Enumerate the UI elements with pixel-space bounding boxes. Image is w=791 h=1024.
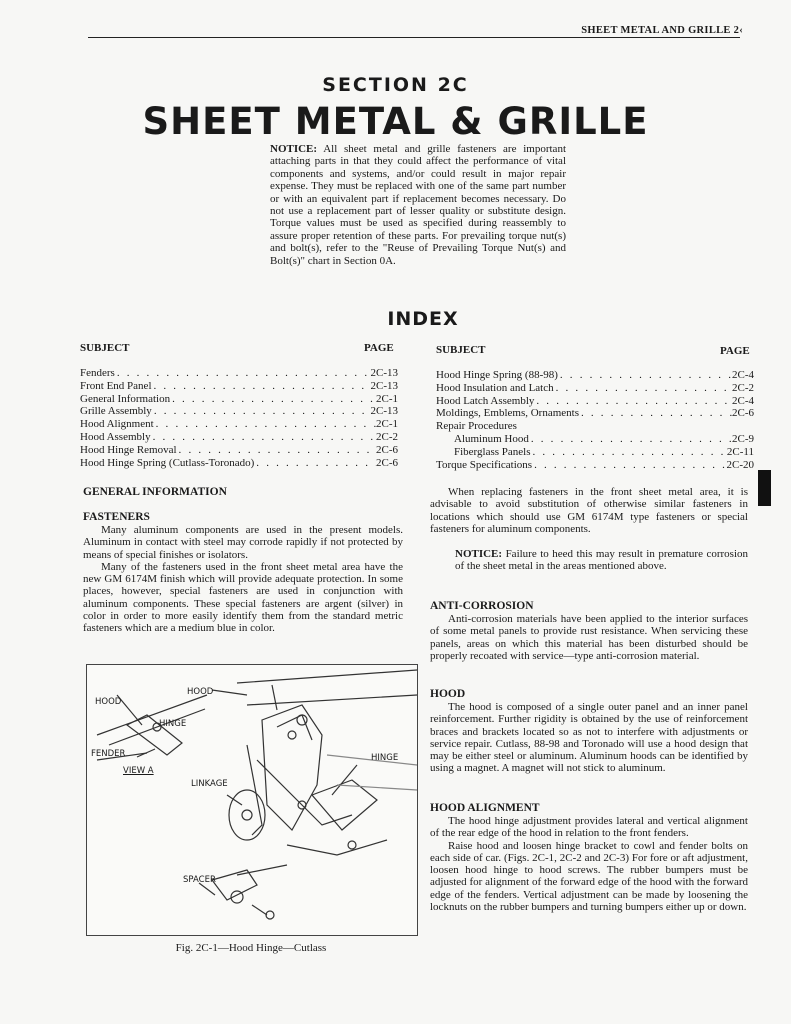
index-entry[interactable]: Hood Hinge Removal . . . 2C-6 <box>80 444 398 457</box>
index-left-list <box>80 367 398 469</box>
header-rule <box>88 37 740 38</box>
index-entry[interactable]: Grille Assembly . . . 2C-13 <box>80 405 398 418</box>
running-head: SHEET METAL AND GRILLE 2‹ <box>581 25 743 36</box>
figure-label-hinge-right: HINGE <box>371 753 399 763</box>
hood-alignment-text: The hood hinge adjustment provides lateral and vertical alignment of the rear edge of the hood in relation to the front fenders. Raise hood and loosen hinge bracket to cowl and fender bolts on each side of car. (Figs. 2C-1, 2C-2 and 2C-3) For fore or aft adjustment, loosen hood hinge to hood screws. The rubber bumpers must be adjusted for alignment of the forward edge of the hood with the forward edge of the fenders. Vertical adjustment can be made by loosening the locknuts on the rubber bumpers and turning bumpers either up or down. <box>430 815 748 914</box>
general-information-heading: GENERAL INFORMATION <box>83 486 227 498</box>
fasteners-text: Many aluminum components are used in the present models. Aluminum in contact with steel may corrode rapidly if not protected by means of special finishes or isolators. Many of the fasteners used in the front sheet metal area have the new GM 6174M finish which will provide adequate protection. In some places, however, special fasteners are used in conjunction with aluminum components. These special fasteners are argent (silver) in color in order to more easily identify them from the standard metric fasteners which are a medium blue in color. <box>83 524 403 635</box>
index-entry[interactable]: Aluminum Hood . . . 2C-9 <box>436 433 754 446</box>
section-label: SECTION 2C <box>322 74 469 96</box>
figure-label-spacer: SPACER <box>183 875 216 885</box>
hood-text: The hood is composed of a single outer panel and an inner panel reinforcement. Further rigidity is obtained by the use of reinforcement braces and brackets located so as not to interfere with adjustments or service repair. Cutlass, 88-98 and Toronado will use a hood design that may be either steel or aluminum. Aluminum hoods can be identified by using a magnet. A magnet will not stick to aluminum. <box>430 701 748 775</box>
index-right-list <box>436 369 754 471</box>
index-entry[interactable]: Hood Latch Assembly . . . 2C-4 <box>436 395 754 408</box>
index-entry[interactable]: Fiberglass Panels . . . 2C-11 <box>436 446 754 459</box>
index-entry[interactable]: Front End Panel . . . 2C-13 <box>80 380 398 393</box>
notice-text: All sheet metal and grille fasteners are important attaching parts in that they could affect the performance of vital components and systems, and/or could result in major repair expense. They must be replaced with one of the same part number or with an equivalent part if replacement becomes necessary. Do not use a replacement part of lesser quality or substitute design. Torque values must be used as specified during reassembly to assure proper retention of these parts. For prevailing torque nut(s) and bolt(s), refer to the "Reuse of Prevailing Torque Nut(s) and Bolt(s)" chart in Section 0A. <box>270 143 566 267</box>
index-entry-group: Repair Procedures <box>436 420 517 433</box>
fasteners-heading: FASTENERS <box>83 511 150 523</box>
figure-label-view-a: VIEW A <box>123 766 154 776</box>
index-entry[interactable]: Fenders . . . 2C-13 <box>80 367 398 380</box>
notice-paragraph <box>270 143 566 267</box>
notice-2: NOTICE: Failure to heed this may result in premature corrosion of the sheet metal in the areas mentioned above. <box>455 548 748 573</box>
hood-heading: HOOD <box>430 688 466 700</box>
figure-label-hinge-left: HINGE <box>159 719 187 729</box>
figure-label-linkage: LINKAGE <box>191 779 228 789</box>
index-left-page-header: PAGE <box>364 342 394 354</box>
index-entry[interactable]: Hood Hinge Spring (Cutlass-Toronado) . . . 2C-6 <box>80 457 398 470</box>
hood-alignment-heading: HOOD ALIGNMENT <box>430 802 540 814</box>
index-right-page-header: PAGE <box>720 345 750 357</box>
section-edge-tab <box>758 470 771 506</box>
page-title: SHEET METAL & GRILLE <box>142 100 649 143</box>
index-entry[interactable]: Hood Assembly . . . 2C-2 <box>80 431 398 444</box>
index-title: INDEX <box>387 308 459 330</box>
index-entry[interactable]: Torque Specifications . . . 2C-20 <box>436 459 754 472</box>
figure-label-hood-top: HOOD <box>187 687 214 697</box>
index-entry[interactable]: Moldings, Emblems, Ornaments . . . 2C-6 <box>436 407 754 420</box>
index-left-subject-header: SUBJECT <box>80 342 130 354</box>
index-entry[interactable]: Hood Hinge Spring (88-98) . . . 2C-4 <box>436 369 754 382</box>
figure-caption: Fig. 2C-1—Hood Hinge—Cutlass <box>175 942 327 954</box>
figure-label-hood: HOOD <box>95 697 122 707</box>
anti-corrosion-text: Anti-corrosion materials have been applied to the interior surfaces of some metal panels to provide rust resistance. When servicing these panels, areas on which this material has been disturbed should be properly recoated with service—type anti-corrosion material. <box>430 613 748 662</box>
anti-corrosion-heading: ANTI-CORROSION <box>430 600 534 612</box>
index-right-subject-header: SUBJECT <box>436 344 486 356</box>
index-entry[interactable]: General Information . . . 2C-1 <box>80 393 398 406</box>
index-entry[interactable]: Hood Insulation and Latch . . . 2C-2 <box>436 382 754 395</box>
notice-2-label: NOTICE: <box>455 548 503 560</box>
index-entry[interactable]: Hood Alignment . . . 2C-1 <box>80 418 398 431</box>
notice-label: NOTICE: <box>270 143 318 155</box>
replace-fasteners-text: When replacing fasteners in the front sheet metal area, it is advisable to avoid substitution of otherwise similar fasteners in locations which should use GM 6174M type fasteners or special fasteners for aluminum components. <box>430 486 748 535</box>
hood-hinge-figure <box>86 664 418 936</box>
hood-hinge-illustration <box>87 665 417 935</box>
figure-label-fender: FENDER <box>91 749 126 759</box>
